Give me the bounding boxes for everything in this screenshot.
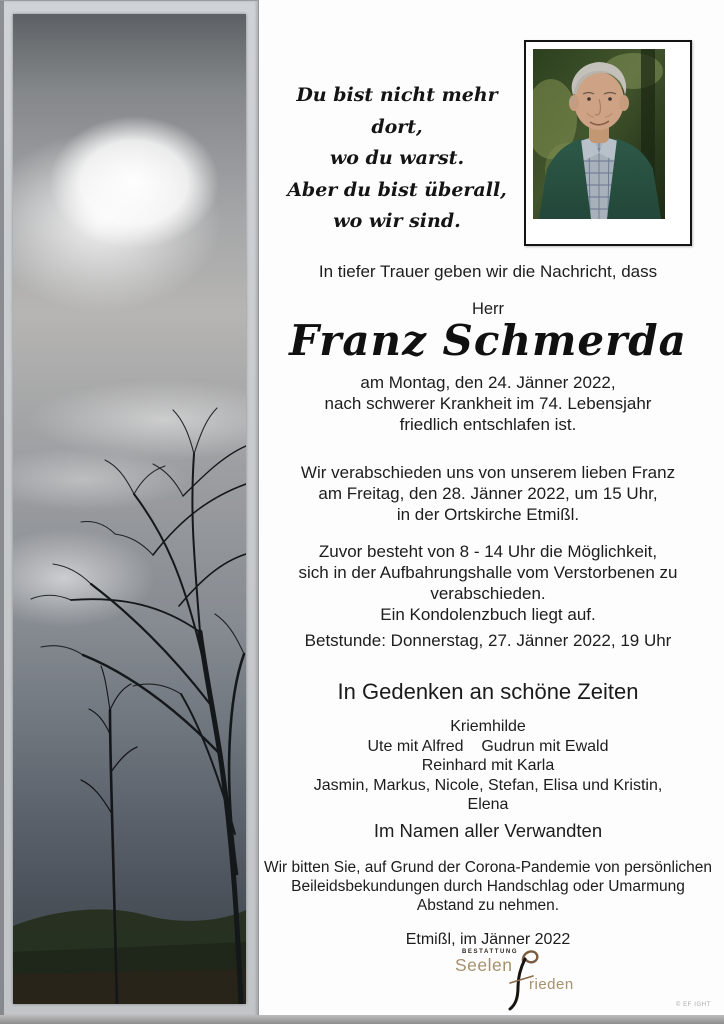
scan-edge-bar	[0, 1015, 724, 1024]
funeral-home-logo	[455, 949, 605, 1015]
deceased-portrait-frame	[524, 40, 692, 246]
printer-watermark: © EF IGHT	[675, 1002, 711, 1008]
family-line-2: Ute mit Alfred Gudrun mit Ewald	[367, 737, 609, 755]
prayer-hour-section	[258, 630, 718, 651]
prayer-hour-line: Betstunde: Donnerstag, 27. Jänner 2022, 19 Uhr	[304, 631, 672, 650]
place-date: Etmißl, im Jänner 2022	[405, 931, 571, 948]
corona-line-2: Beileidsbekundungen durch Handschlag oder Umarmung	[291, 878, 685, 895]
poem-line-2: wo du warst.	[329, 147, 465, 169]
viewing-line-3: verabschieden.	[430, 584, 546, 603]
family-closing: Im Namen aller Verwandten	[373, 820, 603, 841]
poem-line-1: Du bist nicht mehr dort,	[296, 84, 498, 138]
memorial-heading-block	[258, 679, 718, 705]
corona-notice	[258, 858, 718, 915]
family-line-4: Jasmin, Markus, Nicole, Stefan, Elisa und Kristin,	[313, 776, 663, 794]
death-details	[258, 372, 718, 435]
death-line-3: friedlich entschlafen ist.	[399, 415, 577, 434]
logo-rieden-text: rieden	[529, 976, 574, 993]
deceased-name-block	[258, 317, 718, 365]
poem-line-4: wo wir sind.	[333, 210, 461, 232]
viewing-section	[258, 541, 718, 625]
photo-frame-edge	[0, 1, 4, 1016]
salutation-line: Herr	[471, 300, 505, 318]
family-closing-block	[258, 820, 718, 841]
bare-tree-silhouette	[13, 14, 246, 1004]
announcement-intro	[258, 261, 718, 282]
deceased-name: Franz Schmerda	[289, 316, 687, 365]
farewell-line-2: am Freitag, den 28. Jänner 2022, um 15 Uhr,	[318, 484, 658, 503]
family-line-5: Elena	[467, 796, 509, 813]
viewing-line-4: Ein Kondolenzbuch liegt auf.	[380, 605, 596, 624]
announcement-intro-line: In tiefer Trauer geben wir die Nachricht, dass	[318, 262, 658, 281]
family-line-1: Kriemhilde	[450, 718, 526, 735]
logo-bestattung-label: BESTATTUNG	[462, 949, 519, 955]
sky-clouds-tree-photo	[13, 14, 246, 1004]
corona-line-3: Abstand zu nehmen.	[416, 897, 560, 914]
family-names	[258, 717, 718, 815]
memorial-poem	[272, 80, 522, 238]
viewing-line-1: Zuvor besteht von 8 - 14 Uhr die Möglichkeit,	[318, 542, 658, 561]
death-line-1: am Montag, den 24. Jänner 2022,	[360, 373, 616, 392]
viewing-line-2: sich in der Aufbahrungshalle vom Verstorbenen zu	[298, 563, 678, 582]
sky-photo-frame	[0, 0, 259, 1016]
farewell-line-1: Wir verabschieden uns von unserem lieben Franz	[300, 463, 676, 482]
memorial-heading: In Gedenken an schöne Zeiten	[337, 679, 639, 704]
logo-seelen-text: Seelen	[455, 955, 513, 975]
death-line-2: nach schwerer Krankheit im 74. Lebensjahr	[324, 394, 652, 413]
corona-line-1: Wir bitten Sie, auf Grund der Corona-Pandemie von persönlichen	[263, 859, 713, 876]
poem-line-3: Aber du bist überall,	[287, 178, 507, 201]
family-line-3: Reinhard mit Karla	[421, 757, 555, 774]
farewell-section	[258, 462, 718, 525]
farewell-line-3: in der Ortskirche Etmißl.	[396, 505, 580, 524]
place-date-block	[258, 929, 718, 950]
deceased-portrait-photo	[533, 49, 665, 219]
